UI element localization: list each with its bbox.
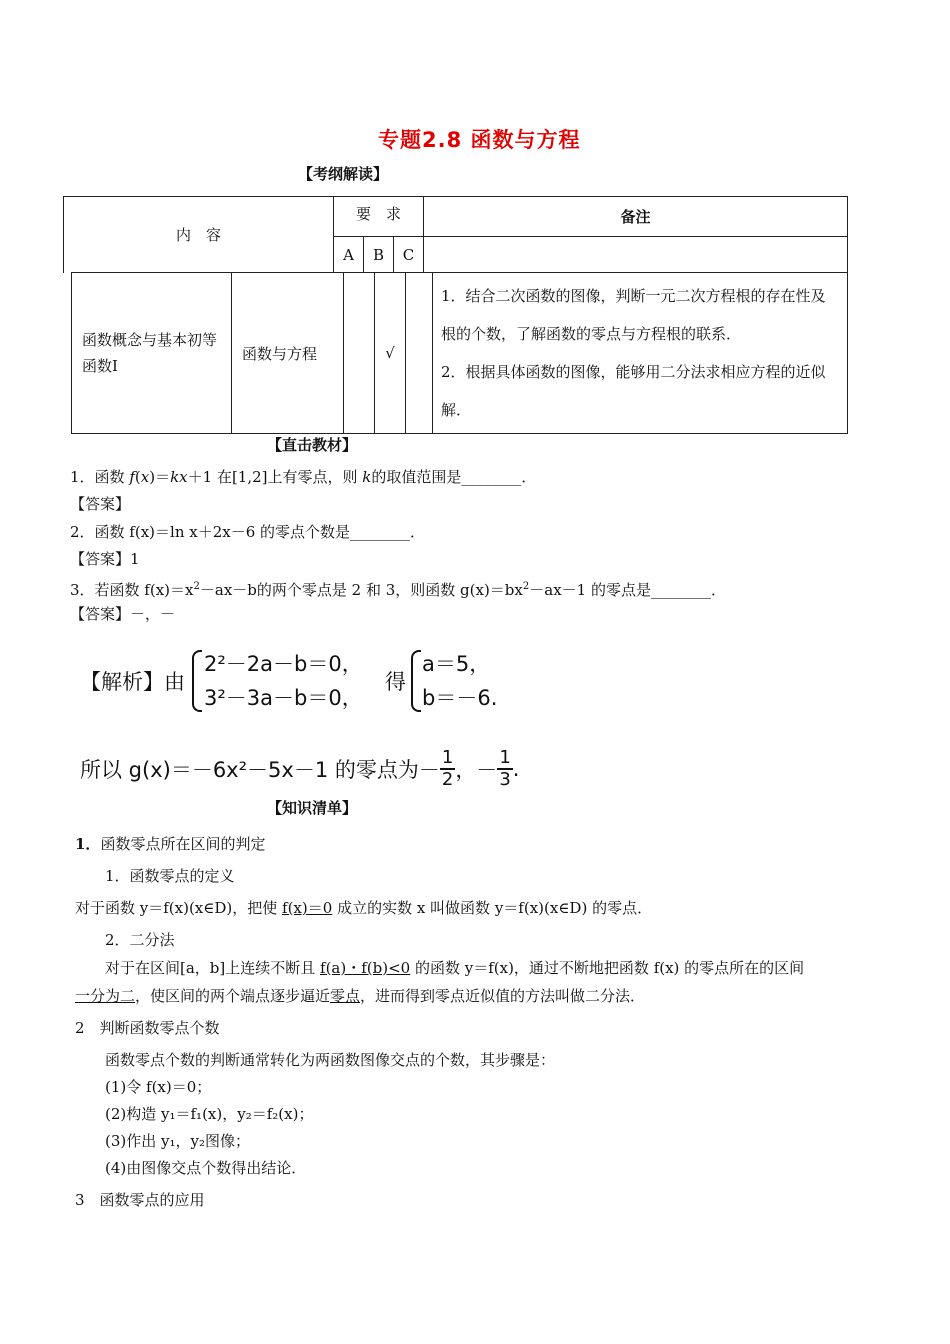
header-note-blank [424,237,848,273]
solution-de: 得 [385,670,406,694]
b-check-cell: √ [375,273,406,434]
section-kaogang: 【考纲解读】 [298,165,389,183]
knowledge-3-heading: 3 函数零点的应用 [75,1191,205,1209]
step-3: (3)作出 y₁，y₂图像； [105,1132,250,1150]
section-zhiji: 【直击教材】 [267,436,358,454]
bisection-line-2: 一分为二，使区间的两个端点逐步逼近零点，进而得到零点近似值的方法叫做二分法． [75,987,646,1005]
note-cell: 1．结合二次函数的图像，判断一元二次方程根的存在性及根的个数，了解函数的零点与方程根的联系． 2．根据具体函数的图像，能够用二分法求相应方程的近似解． [433,273,848,434]
solution-eq-1: 2²－2a－b＝0， [204,652,363,676]
question-2: 2．函数 f(x)＝ln x＋2x－6 的零点个数是________． [70,523,426,541]
requirement-table-header [63,196,848,273]
knowledge-1-sub-1: 1．函数零点的定义 [105,867,235,885]
knowledge-1-heading: 1．函数零点所在区间的判定 [75,835,266,853]
solution-eq-2: 3²－3a－b＝0， [204,686,363,710]
header-content: 内 容 [64,197,334,273]
bisection-line-1: 对于在区间[a，b]上连续不断且 f(a)・f(b)<0 的函数 y＝f(x)，通过不断地把函数 f(x) 的零点所在的区间 [105,959,805,977]
knowledge-2-intro: 函数零点个数的判断通常转化为两函数图像交点的个数，其步骤是： [105,1051,556,1069]
answer-1: 【答案】 [70,495,131,513]
right-brace [411,650,421,712]
header-b: B [364,237,394,273]
subtopic-cell: 函数与方程 [232,273,344,434]
header-a: A [334,237,364,273]
solution-result-1: a＝5， [422,652,491,676]
question-3: 3．若函数 $f(x)=x^2-ax-b$的两个零点是 2 和 3，则函数 $g(x)=bx^2-ax-1$ 的零点是________． [70,581,726,599]
knowledge-1-sub-2: 2．二分法 [105,931,175,949]
left-brace [192,650,202,712]
solution-line-2: 所以 g(x)＝－6x²－5x－1 的零点为－ $\frac{1}{2}$ ，－ $\frac{1}{3}$ . [80,747,520,790]
header-requirements: 要 求 [334,197,424,237]
c-cell [406,273,433,434]
question-1: 1．函数 f(x)＝kx＋1 在[1,2]上有零点，则 k的取值范围是________． [70,468,537,486]
step-2: (2)构造 y₁＝f₁(x)，y₂＝f₂(x)； [105,1105,314,1123]
section-zhishi: 【知识清单】 [267,799,358,817]
header-c: C [394,237,424,273]
step-1: (1)令 f(x)＝0； [105,1078,212,1096]
step-4: (4)由图像交点个数得出结论． [105,1159,307,1177]
solution-label: 【解析】由 [80,670,185,694]
solution-result-2: b＝－6. [422,686,498,710]
knowledge-2-heading: 2 判断函数零点个数 [75,1019,220,1037]
page-title: 专题2.8 函数与方程 [378,128,581,152]
a-cell [344,273,375,434]
requirement-table-body [71,272,848,434]
answer-2: 【答案】1 [70,550,140,568]
topic-cell: 函数概念与基本初等函数Ⅰ [72,273,232,434]
zero-definition: 对于函数 y＝f(x)(x∈D)，把使 f(x)＝0 成立的实数 x 叫做函数 y＝f(x)(x∈D) 的零点． [75,899,653,917]
header-note: 备注 [424,197,848,237]
answer-3: 【答案】－，－ [70,605,176,623]
